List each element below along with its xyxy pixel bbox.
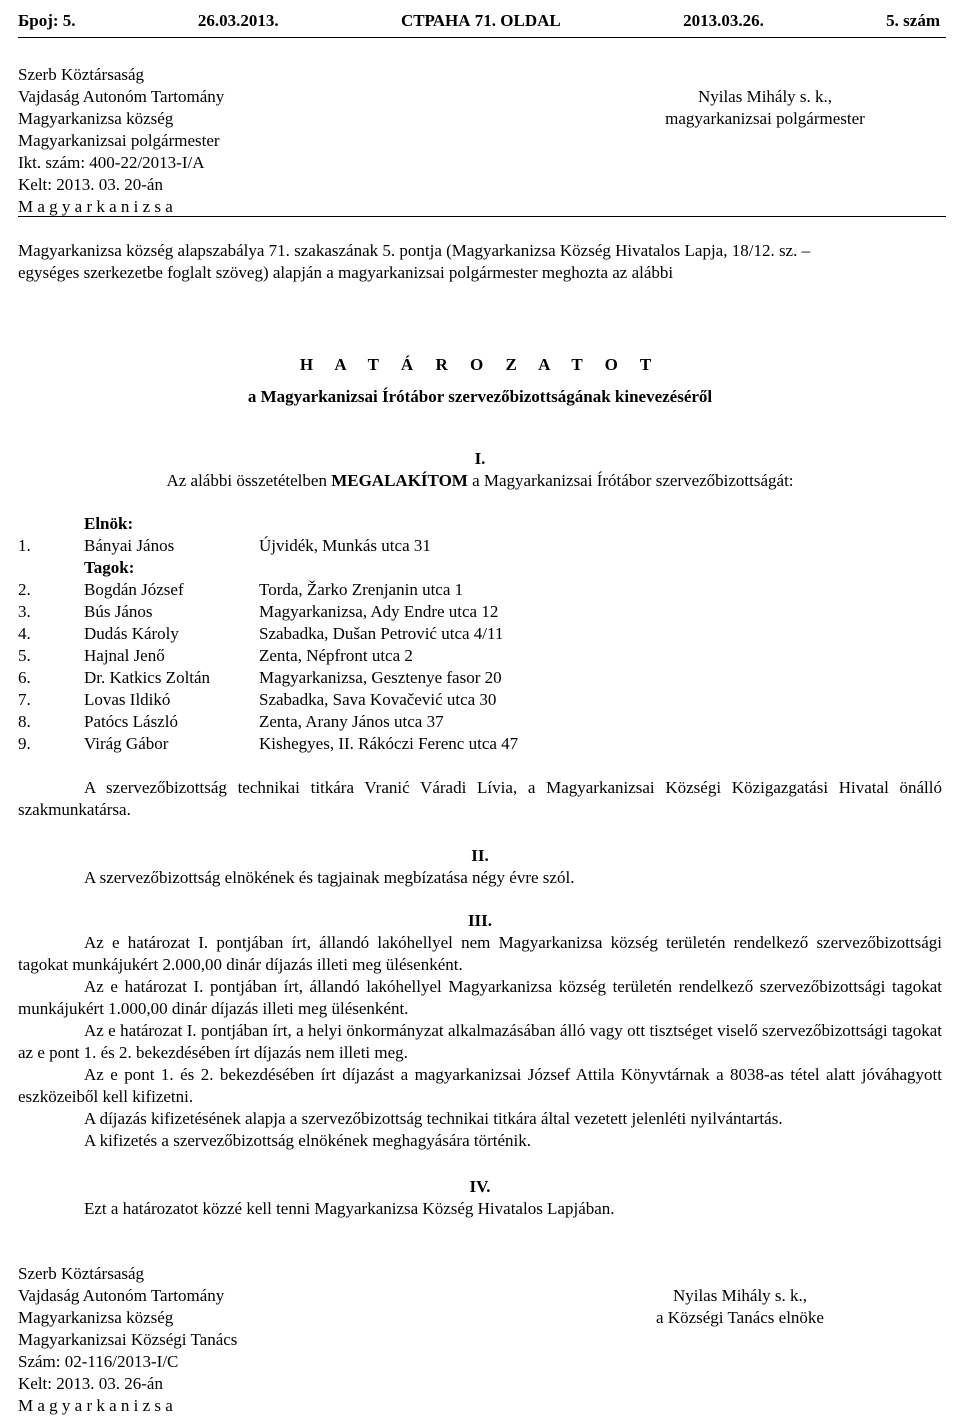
issuer-line: Szerb Köztársaság [18,65,145,84]
issuer-block [18,64,224,218]
council-line: Kelt: 2013. 03. 26-án [18,1374,163,1393]
member-address: Zenta, Arany János utca 37 [259,712,444,731]
section-heading-1: I. [474,449,486,468]
member-address: Szabadka, Dušan Petrović utca 4/11 [259,624,504,643]
section-1-text [18,470,942,492]
member-address: Zenta, Népfront utca 2 [259,646,413,665]
member-name: Bogdán József [84,580,184,599]
secretary-paragraph: A szervezőbizottság technikai titkára Vranić Váradi Lívia, a Magyarkanizsai Községi Közigazgatási Hivatal önálló szakmunkatársa. [18,778,942,819]
council-block [18,1263,237,1417]
decision-title: H A T Á R O Z A T O T [299,355,661,374]
section-4-text: Ezt a határozatot közzé kell tenni Magyarkanizsa Község Hivatalos Lapjában. [84,1199,615,1218]
section-1-text-pre: Az alábbi összetételben [166,471,332,490]
section-3-para: Az e határozat I. pontjában írt, állandó lakóhellyel Magyarkanizsa község területén rendelkező szervezőbizottsági tagokat munkájukért 1.000,00 dinár díjazás illeti meg ülésenként. [18,977,942,1018]
member-address: Magyarkanizsa, Ady Endre utca 12 [259,602,499,621]
decision-subtitle: a Magyarkanizsai Írótábor szervezőbizottságának kinevezéséről [247,387,713,406]
page-header [18,10,940,32]
issuer-line: Vajdaság Autonóm Tartomány [18,87,225,106]
chair-label: Elnök: [84,514,134,533]
member-name: Dr. Katkics Zoltán [84,668,211,687]
section-1-text-bold: MEGALAKÍTOM [331,471,468,490]
signatory-block [600,86,930,130]
intro-line: Magyarkanizsa község alapszabálya 71. szakaszának 5. pontja (Magyarkanizsa Község Hivatalos Lapja, 18/12. sz. – [18,241,811,260]
section-3-para: Az e határozat I. pontjában írt, állandó lakóhellyel nem Magyarkanizsa község területén rendelkező szervezőbizottsági tagokat munkájukért 2.000,00 dinár díjazás illeti meg ülésenként. [18,933,942,974]
member-name: Virág Gábor [84,734,169,753]
member-name: Bányai János [84,536,175,555]
council-line: Magyarkanizsa község [18,1308,174,1327]
member-name: Bús János [84,602,153,621]
section-heading-3: III. [467,911,493,930]
member-number: 5. [18,646,31,665]
council-signatory-name: Nyilas Mihály s. k., [672,1286,808,1305]
member-name: Hajnal Jenő [84,646,165,665]
signatory-title: magyarkanizsai polgármester [665,109,865,128]
header-divider [18,37,946,38]
issuer-line: Magyarkanizsa község [18,109,174,128]
member-number: 3. [18,602,31,621]
member-number: 4. [18,624,31,643]
issuer-line: Ikt. szám: 400-22/2013-I/A [18,153,205,172]
issuer-line: M a g y a r k a n i z s a [18,197,173,216]
council-line: Vajdaság Autonóm Tartomány [18,1286,225,1305]
member-name: Patócs László [84,712,178,731]
council-signatory-block [590,1285,890,1329]
section-heading-4: IV. [469,1177,491,1196]
council-line: M a g y a r k a n i z s a [18,1396,173,1415]
member-address: Magyarkanizsa, Gesztenye fasor 20 [259,668,502,687]
member-number: 9. [18,734,31,753]
council-line: Szerb Köztársaság [18,1264,145,1283]
header-page: СТРАНА 71. OLDAL [400,11,561,30]
council-line: Magyarkanizsai Községi Tanács [18,1330,238,1349]
header-issue-cyr: Број: 5. [18,11,76,30]
member-number: 6. [18,668,31,687]
member-number: 1. [18,536,31,555]
section-divider [18,216,946,217]
member-address: Újvidék, Munkás utca 31 [259,536,431,555]
section-3-para: Az e pont 1. és 2. bekezdésében írt díjazást a magyarkanizsai József Attila Könyvtárnak a 8038-as tétel alatt jóváhagyott eszközeiből kell kifizetni. [18,1065,942,1106]
section-3-para: A díjazás kifizetésének alapja a szervezőbizottság technikai titkára által vezetett jelenléti nyilvántartás. [84,1109,783,1128]
header-issue-hu: 5. szám [886,11,940,30]
members-label: Tagok: [84,558,135,577]
member-number: 8. [18,712,31,731]
section-heading-2: II. [471,846,489,865]
member-address: Torda, Žarko Zrenjanin utca 1 [259,580,464,599]
member-number: 7. [18,690,31,709]
council-signatory-title: a Községi Tanács elnöke [656,1308,824,1327]
member-name: Dudás Károly [84,624,179,643]
issuer-line: Magyarkanizsai polgármester [18,131,220,150]
member-address: Szabadka, Sava Kovačević utca 30 [259,690,497,709]
member-name: Lovas Ildikó [84,690,171,709]
signatory-name: Nyilas Mihály s. k., [697,87,833,106]
section-1-text-post: a Magyarkanizsai Írótábor szervezőbizottságát: [467,471,794,490]
header-date: 26.03.2013. [197,11,279,30]
issuer-line: Kelt: 2013. 03. 20-án [18,175,163,194]
intro-line: egységes szerkezetbe foglalt szöveg) alapján a magyarkanizsai polgármester meghozta az alábbi [18,263,674,282]
section-3-para: Az e határozat I. pontjában írt, a helyi önkormányzat alkalmazásában álló vagy ott tisztséget viselő szervezőbizottsági tagokat az e pont 1. és 2. bekezdésében írt díjazás nem illeti meg. [18,1021,942,1062]
intro-paragraph [18,240,942,284]
header-date-hu: 2013.03.26. [683,11,764,30]
member-address: Kishegyes, II. Rákóczi Ferenc utca 47 [259,734,519,753]
section-2-text: A szervezőbizottság elnökének és tagjainak megbízatása négy évre szól. [84,868,575,887]
council-line: Szám: 02-116/2013-I/C [18,1352,179,1371]
member-number: 2. [18,580,31,599]
section-3-para: A kifizetés a szervezőbizottság elnökének meghagyására történik. [84,1131,532,1150]
